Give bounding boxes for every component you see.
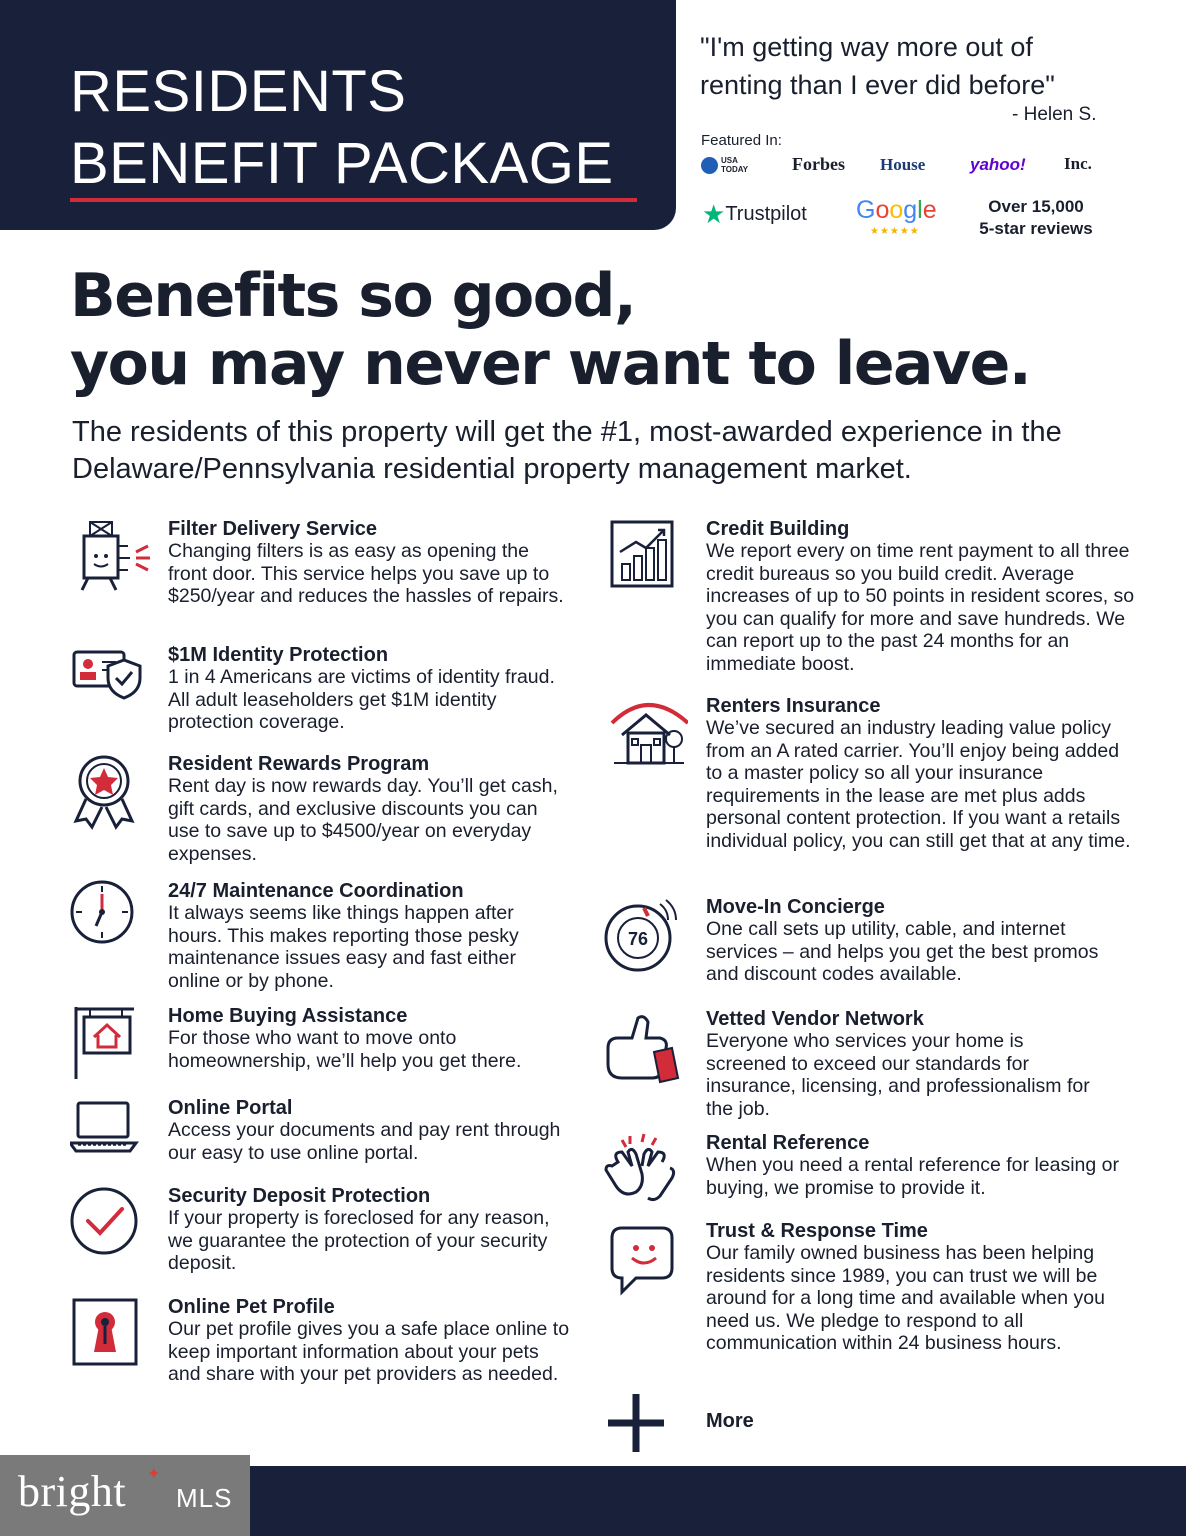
- house-umbrella-icon: [608, 695, 688, 775]
- trustpilot-logo: ★Trustpilot: [702, 199, 807, 229]
- benefit-title: $1M Identity Protection: [168, 644, 389, 666]
- id-shield-icon: [70, 644, 150, 724]
- testimonial-author: - Helen S.: [1012, 104, 1097, 125]
- this-old-house-logo: House: [880, 155, 926, 174]
- benefit-description: We’ve secured an industry leading value policy from an A rated carrier. You’ll enjoy being added to a master policy so all your insurance requirements in the lease are met plus adds personal content protection. If you want a retails individual policy, you can still get that at any time.: [706, 717, 1131, 852]
- header-divider: [70, 198, 637, 202]
- google-stars-icon: ★★★★★: [870, 226, 920, 237]
- featured-label: Featured In:: [701, 132, 782, 149]
- yahoo-logo: yahoo!: [970, 155, 1026, 174]
- header-title-line2: BENEFIT PACKAGE: [70, 131, 614, 196]
- filter-box-icon: [70, 518, 150, 598]
- benefit-description: Rent day is now rewards day. You’ll get cash, gift cards, and exclusive discounts you can use to save up to $4500/year on everyday expenses.: [168, 775, 558, 865]
- testimonial-quote: "I'm getting way more out of renting than I ever did before": [700, 32, 1055, 100]
- benefit-description: Our family owned business has been helping residents since 1989, you can trust we will be around for a long time and available when you need us. We pledge to respond to all communication within 24 business hours.: [706, 1242, 1105, 1354]
- benefit-description: Changing filters is as easy as opening the front door. This service helps you save up to $250/year and reduces the hassles of repairs.: [168, 540, 564, 607]
- benefit-description: It always seems like things happen after hours. This makes reporting those pesky maintenance issues easy and fast either online or by phone.: [168, 902, 519, 992]
- high-five-icon: [600, 1132, 680, 1212]
- clock-icon: [70, 880, 150, 960]
- google-logo: Google: [856, 196, 937, 224]
- benefit-description: Everyone who services your home is screened to exceed our standards for insurance, licensing, and professionalism for the job.: [706, 1030, 1090, 1120]
- star-icon: ★: [702, 199, 726, 229]
- inc-logo: Inc.: [1064, 154, 1092, 173]
- benefit-description: One call sets up utility, cable, and internet services – and helps you get the best promos and discount codes available.: [706, 918, 1099, 985]
- benefit-title: 24/7 Maintenance Coordination: [168, 880, 464, 902]
- benefit-title: Home Buying Assistance: [168, 1005, 408, 1027]
- benefit-title: Online Pet Profile: [168, 1296, 335, 1318]
- svg-text:76: 76: [627, 929, 649, 949]
- spark-icon: ✦: [147, 1466, 161, 1483]
- plus-icon: [600, 1394, 670, 1454]
- header-title: [70, 56, 614, 200]
- header-banner: [0, 0, 676, 230]
- benefit-description: When you need a rental reference for leasing or buying, we promise to provide it.: [706, 1154, 1119, 1199]
- award-ribbon-icon: [70, 753, 150, 833]
- benefit-title: Trust & Response Time: [706, 1220, 928, 1242]
- mls-logo-text: MLS: [176, 1483, 233, 1513]
- benefit-description: We report every on time rent payment to all three credit bureaus so you build credit. Average increases of up to 50 points in resident scores, so you can qualify for more and save hundreds. We can report up to the past 24 months for an immediate boost.: [706, 540, 1135, 675]
- usa-today-logo: USA TODAY: [701, 156, 755, 174]
- smile-chat-icon: [600, 1220, 680, 1300]
- check-circle-icon: [70, 1185, 150, 1265]
- benefit-title: Rental Reference: [706, 1132, 870, 1154]
- thumbs-up-icon: [600, 1008, 680, 1088]
- subheadline: The residents of this property will get the #1, most-awarded experience in the Delaware/Pennsylvania residential property management market.: [72, 416, 1062, 485]
- benefit-title: Renters Insurance: [706, 695, 881, 717]
- laptop-icon: [70, 1097, 150, 1177]
- forbes-logo: Forbes: [792, 154, 845, 174]
- benefit-title: Resident Rewards Program: [168, 753, 430, 775]
- home-sign-icon: [70, 1005, 150, 1085]
- benefit-title: Online Portal: [168, 1097, 293, 1119]
- thermostat-icon: [600, 896, 680, 976]
- bright-logo-text: bright: [18, 1467, 127, 1516]
- benefit-description: Our pet profile gives you a safe place online to keep important information about your pets and share with your pet providers as needed.: [168, 1318, 570, 1385]
- benefit-title: Filter Delivery Service: [168, 518, 378, 540]
- bar-chart-icon: [608, 518, 688, 598]
- benefit-description: If your property is foreclosed for any reason, we guarantee the protection of your security deposit.: [168, 1207, 550, 1274]
- more-link[interactable]: More: [706, 1410, 754, 1432]
- benefit-title: Security Deposit Protection: [168, 1185, 431, 1207]
- keyhole-icon: [70, 1296, 150, 1376]
- benefit-title: Credit Building: [706, 518, 850, 540]
- headline: Benefits so good, you may never want to leave.: [70, 261, 1031, 399]
- benefit-description: 1 in 4 Americans are victims of identity fraud. All adult leaseholders get $1M identity protection coverage.: [168, 666, 555, 733]
- benefit-description: For those who want to move onto homeownership, we’ll help you get there.: [168, 1027, 522, 1072]
- benefit-description: Access your documents and pay rent through our easy to use online portal.: [168, 1119, 561, 1164]
- benefit-title: Vetted Vendor Network: [706, 1008, 924, 1030]
- benefit-title: Move-In Concierge: [706, 896, 885, 918]
- reviews-count: Over 15,000 5-star reviews: [979, 197, 1093, 238]
- header-title-line1: RESIDENTS: [70, 59, 407, 124]
